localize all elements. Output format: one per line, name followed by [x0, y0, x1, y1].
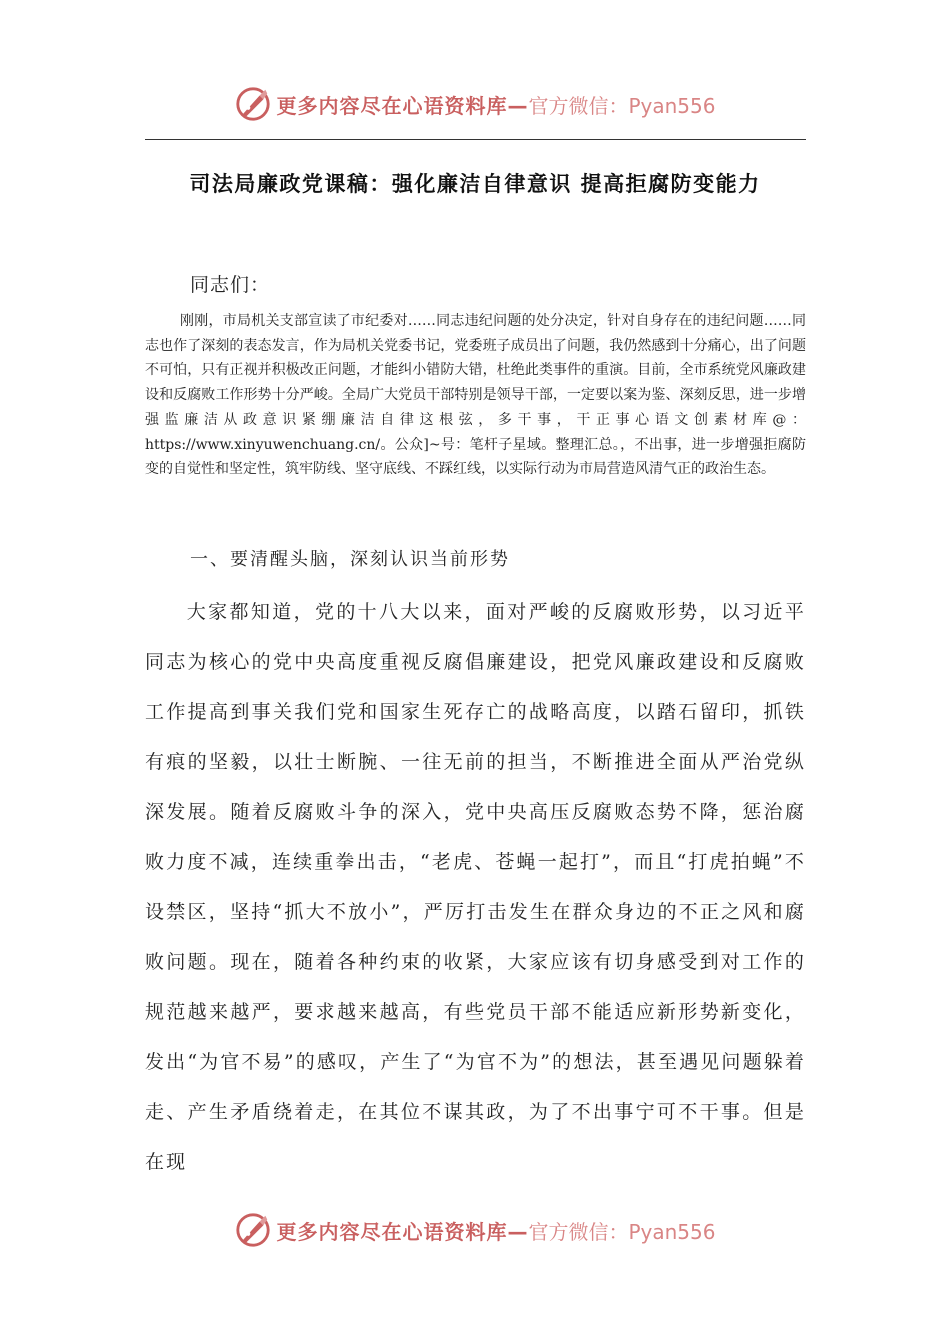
header-rule	[145, 139, 806, 140]
document-title: 司法局廉政党课稿：强化廉洁自律意识 提高拒腐防变能力	[189, 172, 761, 196]
intro-paragraph: 刚刚，市局机关支部宣读了市纪委对……同志违纪问题的处分决定，针对自身存在的违纪问题……同志也作了深刻的表态发言，作为局机关党委书记，党委班子成员出了问题，我仍然感到十分痛心，出了问题不可怕，只有正视并积极改正问题，才能纠小错防大错，杜绝此类事件的重演。目前，全市系统党风廉政建设和反腐败工作形势十分严峻。全局广大党员干部特别是领导干部，一定要以案为鉴、深刻反思，进一步增强监廉洁从政意识紧绷廉洁自律这根弦，多干事，干正事心语文创素材库@：https://www.xinyuwenchuang.cn/。公众]~号：笔杆子星域。整理汇总。，不出事，进一步增强拒腐防变的自觉性和坚定性，筑牢防线、坚守底线、不踩红线，以实际行动为市局营造风清气正的政治生态。	[145, 313, 806, 478]
banner-brand: 更多内容尽在心语资料库	[276, 93, 508, 118]
pen-logo-icon	[234, 85, 272, 123]
banner-dash: —	[507, 1219, 529, 1244]
section-body-paragraph: 大家都知道，党的十八大以来，面对严峻的反腐败形势，以习近平同志为核心的党中央高度重视反腐倡廉建设，把党风廉政建设和反腐败工作提高到事关我们党和国家生死存亡的战略高度，以踏石留印，抓铁有痕的坚毅，以壮士断腕、一往无前的担当，不断推进全面从严治党纵深发展。随着反腐败斗争的深入，党中央高压反腐败态势不降，惩治腐败力度不减，连续重拳出击，“老虎、苍蝇一起打”，而且“打虎拍蝇”不设禁区，坚持“抓大不放小”，严厉打击发生在群众身边的不正之风和腐败问题。现在，随着各种约束的收紧，大家应该有切身感受到对工作的规范越来越严，要求越来越高，有些党员干部不能适应新形势新变化，发出“为官不易”的感叹，产生了“为官不为”的想法，甚至遇见问题躲着走、产生矛盾绕着走，在其位不谋其政，为了不出事宁可不干事。但是在现	[145, 601, 806, 1173]
pen-logo-icon	[234, 1211, 272, 1249]
header-banner	[0, 82, 950, 126]
section-heading: 一、要清醒头脑，深刻认识当前形势	[190, 549, 510, 570]
banner-brand: 更多内容尽在心语资料库	[276, 1219, 508, 1244]
banner-dash: —	[507, 93, 529, 118]
footer-banner	[0, 1208, 950, 1252]
banner-contact: 官方微信：Pyan556	[528, 93, 716, 118]
banner-contact: 官方微信：Pyan556	[528, 1219, 716, 1244]
greeting: 同志们：	[190, 274, 271, 296]
